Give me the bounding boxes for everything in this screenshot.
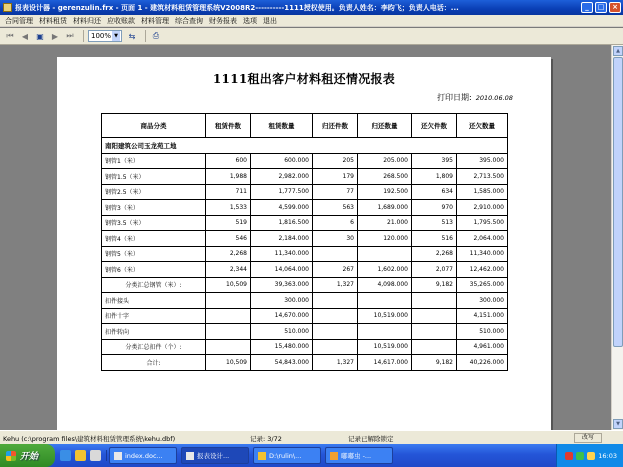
chevron-down-icon: ▼ — [112, 31, 120, 41]
group-name: 南阳建筑公司玉龙苑工地 — [102, 138, 508, 154]
value-cell: 40,226.000 — [457, 355, 508, 371]
value-cell: 1,689.000 — [358, 200, 412, 216]
value-cell: 546 — [206, 231, 251, 247]
item-name-cell: 钢管3（米） — [102, 200, 206, 216]
menu-options[interactable]: 选项 — [243, 16, 257, 25]
status-lock: 记录已解除锁定 — [348, 435, 394, 443]
task-dududu[interactable] — [325, 447, 393, 464]
value-cell: 14,670.000 — [251, 308, 313, 324]
value-cell — [412, 293, 457, 309]
value-cell: 2,064.000 — [457, 231, 508, 247]
value-cell: 970 — [412, 200, 457, 216]
value-cell: 54,843.000 — [251, 355, 313, 371]
menu-receivable[interactable]: 应收账款 — [107, 16, 135, 25]
col-header: 商品分类 — [102, 114, 206, 138]
value-cell: 205 — [313, 153, 358, 169]
value-cell: 395 — [412, 153, 457, 169]
vertical-scrollbar[interactable] — [611, 45, 623, 430]
value-cell: 600 — [206, 153, 251, 169]
tray-icon[interactable] — [587, 452, 595, 460]
scroll-up-icon[interactable]: ▲ — [613, 46, 623, 56]
table-header-row — [102, 114, 508, 138]
quick-launch — [55, 450, 107, 461]
table-row — [102, 231, 508, 247]
value-cell: 516 — [412, 231, 457, 247]
item-name-cell: 扣件十字 — [102, 308, 206, 324]
table-row — [102, 153, 508, 169]
value-cell: 2,077 — [412, 262, 457, 278]
value-cell: 267 — [313, 262, 358, 278]
item-name-cell: 钢管1.5（米） — [102, 169, 206, 185]
value-cell — [313, 308, 358, 324]
item-name-cell: 分类汇总钢管（米）: — [102, 277, 206, 293]
value-cell: 510.000 — [251, 324, 313, 340]
app-icon — [3, 3, 12, 12]
item-name-cell: 钢管3.5（米） — [102, 215, 206, 231]
windows-logo-icon — [6, 451, 16, 461]
report-table — [101, 113, 508, 371]
menu-rent[interactable]: 材料租赁 — [39, 16, 67, 25]
item-name-cell: 钢管1（米） — [102, 153, 206, 169]
zoom-value: 100% — [91, 32, 112, 40]
value-cell: 634 — [412, 184, 457, 200]
scroll-thumb[interactable] — [613, 57, 623, 347]
task-index-doc[interactable] — [109, 447, 177, 464]
value-cell: 563 — [313, 200, 358, 216]
tray-icon[interactable] — [576, 452, 584, 460]
task-explorer[interactable] — [253, 447, 321, 464]
clock: 16:03 — [598, 451, 617, 460]
tray-icon[interactable] — [565, 452, 573, 460]
total-row — [102, 355, 508, 371]
page-icon[interactable]: ▣ — [36, 31, 44, 41]
table-row — [102, 200, 508, 216]
item-name-cell: 钢管4（米） — [102, 231, 206, 247]
item-name-cell: 扣件接头 — [102, 293, 206, 309]
start-button[interactable] — [0, 444, 55, 467]
print-date — [437, 92, 513, 103]
toolbar — [0, 28, 623, 45]
value-cell — [313, 246, 358, 262]
prev-page-icon[interactable]: ◀ — [21, 31, 29, 41]
window-title: 报表设计器 - gerenzulin.frx - 页面 1 - 建筑材料租赁管理系统V2008R2----------1111授权使用。负责人姓名：李昀飞；负责人电话：... — [15, 3, 459, 12]
status-table-path: Kehu (c:\program files\建筑材料租赁管理系统\kehu.dbf) — [3, 435, 176, 443]
value-cell: 4,961.000 — [457, 339, 508, 355]
value-cell — [313, 324, 358, 340]
report-title: 1111租出客户材料租还情况报表 — [212, 72, 396, 86]
value-cell: 2,184.000 — [251, 231, 313, 247]
value-cell: 4,098.000 — [358, 277, 412, 293]
value-cell: 179 — [313, 169, 358, 185]
value-cell: 2,344 — [206, 262, 251, 278]
value-cell — [412, 308, 457, 324]
value-cell: 268.500 — [358, 169, 412, 185]
value-cell: 35,265.000 — [457, 277, 508, 293]
table-row — [102, 215, 508, 231]
value-cell: 30 — [313, 231, 358, 247]
value-cell: 4,599.000 — [251, 200, 313, 216]
table-row — [102, 324, 508, 340]
value-cell: 6 — [313, 215, 358, 231]
value-cell: 120.000 — [358, 231, 412, 247]
folder-icon[interactable] — [75, 450, 86, 461]
menu-return[interactable]: 材料归还 — [73, 16, 101, 25]
table-row — [102, 308, 508, 324]
desktop-icon[interactable] — [90, 450, 101, 461]
subtotal-row — [102, 277, 508, 293]
value-cell — [412, 339, 457, 355]
value-cell — [358, 293, 412, 309]
col-header: 还欠数量 — [457, 114, 508, 138]
value-cell: 395.000 — [457, 153, 508, 169]
item-name-cell: 钢管2.5（米） — [102, 184, 206, 200]
value-cell: 1,327 — [313, 355, 358, 371]
col-header: 归还件数 — [313, 114, 358, 138]
status-bar — [0, 430, 623, 444]
item-name-cell: 分类汇总扣件（个）: — [102, 339, 206, 355]
zoom-select[interactable] — [88, 30, 122, 42]
col-header: 租赁数量 — [251, 114, 313, 138]
print-date-value: 2010.06.08 — [475, 94, 513, 102]
next-page-icon[interactable]: ▶ — [51, 31, 59, 41]
scroll-down-icon[interactable]: ▼ — [613, 419, 623, 429]
value-cell — [206, 339, 251, 355]
value-cell: 2,268 — [412, 246, 457, 262]
value-cell — [206, 308, 251, 324]
value-cell: 1,795.500 — [457, 215, 508, 231]
value-cell: 9,182 — [412, 355, 457, 371]
value-cell: 10,519.000 — [358, 339, 412, 355]
value-cell: 519 — [206, 215, 251, 231]
value-cell: 1,809 — [412, 169, 457, 185]
first-page-icon[interactable]: ⏮ — [6, 31, 14, 40]
close-button[interactable]: × — [609, 2, 621, 13]
value-cell — [412, 324, 457, 340]
toolbar-separator — [145, 30, 146, 42]
value-cell: 2,910.000 — [457, 200, 508, 216]
item-name-cell: 合计: — [102, 355, 206, 371]
status-record: 记录: 3/72 — [250, 435, 282, 443]
app-icon — [186, 452, 194, 460]
value-cell — [206, 293, 251, 309]
folder-icon — [258, 452, 266, 460]
window-titlebar — [0, 0, 623, 15]
value-cell: 11,340.000 — [251, 246, 313, 262]
value-cell: 205.000 — [358, 153, 412, 169]
toolbar-separator — [83, 30, 84, 42]
browser-icon[interactable] — [60, 450, 71, 461]
value-cell: 10,519.000 — [358, 308, 412, 324]
value-cell: 1,988 — [206, 169, 251, 185]
task-label: 报表设计... — [197, 452, 230, 460]
taskbar — [0, 444, 623, 467]
task-label: 嘟嘟虫 -... — [341, 452, 372, 460]
col-header: 租赁件数 — [206, 114, 251, 138]
value-cell: 14,064.000 — [251, 262, 313, 278]
col-header: 归还数量 — [358, 114, 412, 138]
item-name-cell: 钢管6（米） — [102, 262, 206, 278]
table-row — [102, 262, 508, 278]
value-cell: 600.000 — [251, 153, 313, 169]
value-cell: 14,617.000 — [358, 355, 412, 371]
task-label: D:\rulin\... — [269, 451, 302, 460]
export-icon[interactable]: ⇆ — [128, 31, 136, 41]
value-cell: 39,363.000 — [251, 277, 313, 293]
task-report-designer[interactable] — [181, 447, 249, 464]
last-page-icon[interactable]: ⏭ — [66, 31, 74, 40]
menu-bar — [0, 15, 623, 27]
value-cell: 11,340.000 — [457, 246, 508, 262]
report-page — [57, 57, 551, 430]
status-mode: 改写 — [574, 433, 602, 443]
value-cell: 10,509 — [206, 277, 251, 293]
value-cell — [313, 339, 358, 355]
subtotal-row — [102, 339, 508, 355]
maximize-button[interactable]: □ — [595, 2, 607, 13]
task-label: index.doc... — [125, 451, 163, 460]
value-cell: 10,509 — [206, 355, 251, 371]
item-name-cell: 扣件转向 — [102, 324, 206, 340]
value-cell: 1,602.000 — [358, 262, 412, 278]
value-cell — [358, 324, 412, 340]
print-date-label: 打印日期: — [437, 93, 472, 102]
value-cell: 192.500 — [358, 184, 412, 200]
app-icon — [330, 452, 338, 460]
value-cell: 21.000 — [358, 215, 412, 231]
value-cell — [206, 324, 251, 340]
menu-contract[interactable]: 合同管理 — [5, 16, 33, 25]
value-cell: 77 — [313, 184, 358, 200]
value-cell: 1,816.500 — [251, 215, 313, 231]
table-row — [102, 169, 508, 185]
group-row — [102, 138, 508, 154]
value-cell: 2,268 — [206, 246, 251, 262]
value-cell: 2,982.000 — [251, 169, 313, 185]
col-header: 还欠件数 — [412, 114, 457, 138]
value-cell: 1,777.500 — [251, 184, 313, 200]
value-cell — [358, 246, 412, 262]
value-cell: 300.000 — [457, 293, 508, 309]
value-cell: 9,182 — [412, 277, 457, 293]
table-row — [102, 246, 508, 262]
value-cell: 2,713.500 — [457, 169, 508, 185]
menu-query[interactable]: 综合查询 — [175, 16, 203, 25]
menu-materials[interactable]: 材料管理 — [141, 16, 169, 25]
table-row — [102, 184, 508, 200]
minimize-button[interactable]: _ — [581, 2, 593, 13]
word-icon — [114, 452, 122, 460]
menu-finance[interactable]: 财务报表 — [209, 16, 237, 25]
start-label: 开始 — [20, 452, 39, 462]
value-cell: 4,151.000 — [457, 308, 508, 324]
value-cell — [313, 293, 358, 309]
value-cell: 1,327 — [313, 277, 358, 293]
value-cell: 15,480.000 — [251, 339, 313, 355]
value-cell: 513 — [412, 215, 457, 231]
value-cell: 711 — [206, 184, 251, 200]
value-cell: 12,462.000 — [457, 262, 508, 278]
print-icon[interactable]: ⎙ — [152, 31, 160, 40]
value-cell: 1,585.000 — [457, 184, 508, 200]
report-preview-area[interactable] — [0, 45, 611, 430]
menu-exit[interactable]: 退出 — [263, 16, 277, 25]
value-cell: 510.000 — [457, 324, 508, 340]
item-name-cell: 钢管5（米） — [102, 246, 206, 262]
table-row — [102, 293, 508, 309]
system-tray — [556, 444, 623, 467]
value-cell: 300.000 — [251, 293, 313, 309]
value-cell: 1,533 — [206, 200, 251, 216]
